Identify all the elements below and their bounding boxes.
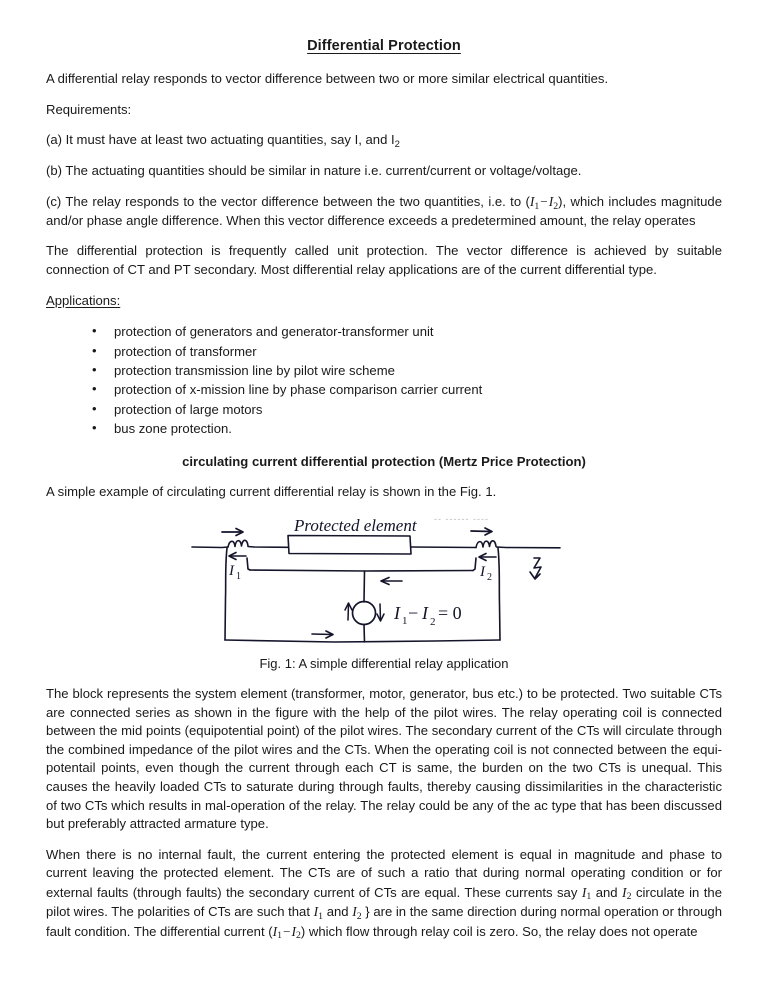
var-i-sub: 1 bbox=[534, 200, 540, 212]
label-i2-sub: 2 bbox=[487, 572, 492, 584]
figure-1 bbox=[46, 514, 722, 654]
var-i-sub: 2 bbox=[626, 891, 632, 903]
requirement-c-var1 bbox=[529, 194, 540, 212]
list-item: • protection of transformer bbox=[114, 342, 722, 361]
faded-cut-text: ‑‑ ‑‑‑‑‑‑ ‑‑‑‑ bbox=[434, 514, 489, 525]
list-item: • bus zone protection. bbox=[114, 419, 722, 438]
fault-var-e bbox=[272, 923, 283, 942]
requirement-c-part2: ), which includes magnitude and/or phase angle difference. When this vector difference exceeds a predetermined amount, the relay operates bbox=[46, 194, 722, 228]
var-i: I bbox=[581, 884, 587, 900]
fault-var-d bbox=[352, 904, 362, 922]
label-equation-minus: − bbox=[408, 603, 419, 624]
fault-part6: ) which flow through relay coil is zero. So, the relay does not operate bbox=[300, 923, 698, 939]
list-item: • protection of generators and generator-transformer unit bbox=[114, 322, 722, 341]
fault-var-b bbox=[622, 884, 632, 903]
var-i: I bbox=[313, 904, 319, 920]
requirement-c bbox=[46, 192, 722, 230]
requirement-c-operator: − bbox=[540, 194, 548, 210]
differential-relay-diagram bbox=[184, 514, 584, 654]
fault-part3: circulate in the pilot wires. The polarities of CTs are such that bbox=[46, 884, 722, 920]
var-i: I bbox=[622, 884, 627, 900]
applications-label-text: Applications: bbox=[46, 292, 121, 308]
no-fault-paragraph bbox=[46, 846, 722, 942]
var-i: I bbox=[272, 923, 278, 939]
label-equation-sub1: 1 bbox=[402, 615, 408, 628]
block-description-paragraph: The block represents the system element (transformer, motor, generator, bus etc.) to be protected. Two suitable CTs are connected series as shown in the figure with the help of the pilot wires. The relay operating coil is connected between the mid points (equipotential point) of the pilot wires. The secondary current of the CTs will circulate through the combined impedance of the pilot wires and the CTs. When the operating coil is not connected between the equi-potentail points, even though the current through each CT is same, the burden on the two CTs is unequal. This causes the heavily loaded CTs to saturate during through faults, thereby causing dissimilarities in the characteristic of two CTs which results in mal-operation of the relay. The relay could be any of the ac type that has been discussed but preferably attracted armature type. bbox=[46, 686, 722, 832]
intro-paragraph: A differential relay responds to vector difference between two or more similar electrical quantities. bbox=[46, 71, 609, 86]
var-i-sub: 1 bbox=[277, 930, 283, 942]
figure-intro-paragraph: A simple example of circulating current differential relay is shown in the Fig. 1. bbox=[46, 484, 497, 500]
fault-operator: − bbox=[283, 923, 291, 939]
requirement-a-text: (a) It must have at least two actuating quantities, say I, and I bbox=[46, 132, 395, 148]
label-i1: I bbox=[229, 563, 234, 580]
label-equation-i2: I bbox=[422, 603, 428, 624]
list-item: • protection of x-mission line by phase comparison carrier current bbox=[114, 380, 722, 399]
requirement-a bbox=[46, 131, 722, 150]
requirement-c-part1: (c) The relay responds to the vector difference between the two quantities, i.e. to ( bbox=[46, 194, 530, 210]
var-i-sub: 2 bbox=[296, 930, 301, 942]
requirement-b: (b) The actuating quantities should be similar in nature i.e. current/current or voltage/voltage. bbox=[46, 162, 582, 178]
var-i-sub: 2 bbox=[553, 200, 559, 212]
fault-var-c bbox=[313, 904, 324, 922]
label-i2: I bbox=[480, 564, 485, 581]
applications-label bbox=[46, 292, 722, 311]
fault-var-a bbox=[581, 884, 592, 903]
var-i: I bbox=[548, 194, 554, 210]
figure-caption: Fig. 1: A simple differential relay application bbox=[259, 656, 509, 672]
requirement-c-var2 bbox=[548, 194, 559, 212]
var-i-sub: 1 bbox=[586, 891, 592, 903]
label-equation-sub2: 2 bbox=[430, 616, 436, 629]
circulating-current-heading: circulating current differential protection (Mertz Price Protection) bbox=[182, 454, 586, 470]
list-item: • protection of large motors bbox=[114, 400, 722, 419]
var-i: I bbox=[291, 923, 296, 939]
fault-part5: } are in the same direction during normal operation or through fault condition. The differential current ( bbox=[46, 904, 722, 939]
unit-protection-paragraph: The differential protection is frequently called unit protection. The vector difference is achieved by suitable connection of CT and PT secondary. Most differential relay applications are of the current differential type. bbox=[46, 243, 722, 278]
fault-part2: and bbox=[591, 884, 623, 900]
fault-part1: When there is no internal fault, the current entering the protected element is equal in magnitude and phase to current leaving the protected element. The CTs are of such a ratio that during normal operating condition or for external faults (through faults) the secondary current of CTs are equal. These currents say bbox=[46, 846, 722, 900]
requirement-a-subscript: 2 bbox=[394, 137, 400, 149]
label-equation: I bbox=[394, 603, 400, 624]
var-i: I bbox=[352, 904, 357, 920]
var-i-sub: 2 bbox=[356, 910, 362, 922]
var-i-sub: 1 bbox=[318, 910, 324, 922]
list-item: • protection transmission line by pilot wire scheme bbox=[114, 361, 722, 380]
label-i1-sub: 1 bbox=[236, 571, 241, 583]
var-i: I bbox=[529, 194, 535, 210]
fault-part4: and bbox=[323, 904, 353, 920]
page-title: Differential Protection bbox=[307, 38, 461, 54]
requirements-label: Requirements: bbox=[46, 101, 132, 117]
fault-var-f bbox=[291, 923, 301, 942]
applications-list bbox=[46, 322, 722, 438]
label-equation-equals-zero: = 0 bbox=[438, 603, 462, 624]
label-protected-element: Protected element bbox=[294, 516, 417, 536]
